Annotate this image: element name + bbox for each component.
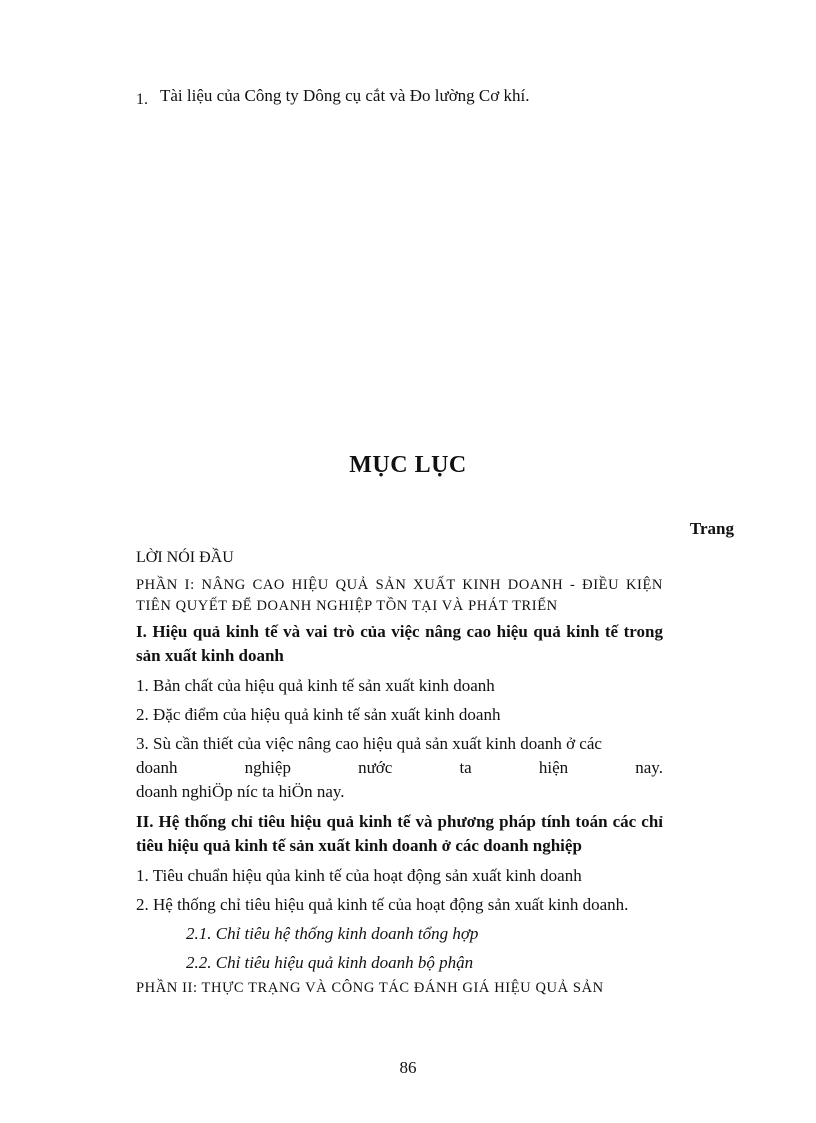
reference-number: 1. <box>136 91 148 108</box>
toc-section-2: II. Hệ thống chỉ tiêu hiệu quả kinh tế và phương pháp tính toán các chỉ tiêu hiệu quả kinh tế sản xuất kinh doanh ở các doanh nghiệp <box>136 812 663 855</box>
toc-entry-phan-2: PHẦN II: THỰC TRẠNG VÀ CÔNG TÁC ĐÁNH GIÁ HIỆU QUẢ SẢN <box>136 980 604 996</box>
toc-word: nay. <box>635 758 663 777</box>
toc-item-2-2: 2. Hệ thống chỉ tiêu hiệu quả kinh tế của hoạt động sản xuất kinh doanh. <box>136 895 629 914</box>
toc-item-1-3-line1: 3. Sù cần thiết của việc nâng cao hiệu quả sản xuất kinh doanh ở các <box>136 734 602 753</box>
toc-item-2-2-2: 2.2. Chỉ tiêu hiệu quả kinh doanh bộ phận <box>186 953 474 972</box>
toc-item-1-1: 1. Bản chất của hiệu quả kinh tế sản xuất kinh doanh <box>136 676 495 695</box>
toc-entry-phan-1: PHẦN I: NÂNG CAO HIỆU QUẢ SẢN XUẤT KINH DOANH - ĐIỀU KIỆN TIÊN QUYẾT ĐỂ DOANH NGHIỆP TỒN TẠI VÀ PHÁT TRIỂN <box>136 577 663 614</box>
toc-word: nghiệp <box>244 758 291 777</box>
toc-item-2-1: 1. Tiêu chuẩn hiệu qủa kinh tế của hoạt động sản xuất kinh doanh <box>136 866 582 885</box>
trang-column-label: Trang <box>689 519 734 538</box>
toc-item-1-3-line2 <box>136 756 663 780</box>
reference-text: Tài liệu của Công ty Dông cụ cắt và Đo lường Cơ khí. <box>160 86 530 105</box>
toc-item-2-2-1: 2.1. Chỉ tiêu hệ thống kinh doanh tổng hợp <box>186 924 479 943</box>
reference-line <box>136 86 529 106</box>
toc-word: nước <box>358 758 393 777</box>
toc-entry-loi-noi-dau: LỜI NÓI ĐẦU <box>136 549 234 566</box>
toc-word: ta <box>459 758 472 777</box>
page-number: 86 <box>399 1058 417 1077</box>
toc-item-1-3-garbled-line: doanh nghiÖp níc ta hiÖn nay. <box>136 782 345 801</box>
toc-word: hiện <box>538 758 569 777</box>
toc-item-1-3 <box>136 732 663 804</box>
table-of-contents <box>136 546 663 999</box>
page-title: MỤC LỤC <box>349 452 467 478</box>
toc-item-1-2: 2. Đặc điểm của hiệu quả kinh tế sản xuất kinh doanh <box>136 705 501 724</box>
toc-section-1: I. Hiệu quả kinh tế và vai trò của việc nâng cao hiệu quả kinh tế trong sản xuất kinh doanh <box>136 622 663 665</box>
toc-word: doanh <box>136 758 178 777</box>
